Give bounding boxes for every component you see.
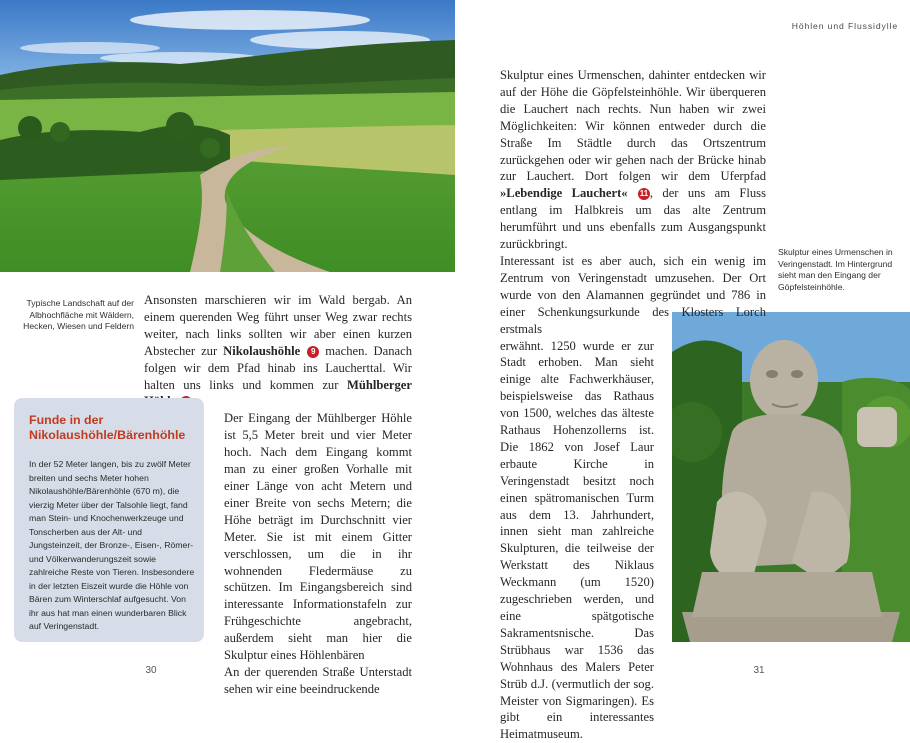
place-name: Nikolaushöhle xyxy=(223,344,300,358)
info-box-title: Funde in der Nikolaushöhle/Bärenhöhle xyxy=(29,413,197,443)
info-box-text: In der 52 Meter langen, bis zu zwölf Meter breiten und sechs Meter hohen Nikolaushöhle/Bärenhöhle (670 m), die vierzig Meter über der Talsohle liegt, fand man Stein- und Knochenwerkzeuge und Tonscherben aus der Alt- und Jungsteinzeit, der Bronze-, Eisen-, Römer- und Völkerwanderungszeit sowie zahlreiche Reste von Tieren. Insbesondere in der letzten Eiszeit wurde die Höhle von Bären zum Winterschlaf aufgesucht. Von ihr aus hat man einen wunderbaren Blick auf Veringenstadt. xyxy=(29,458,197,634)
right-body-column xyxy=(500,67,766,743)
page-number-left: 30 xyxy=(136,665,166,676)
waypoint-marker: 9 xyxy=(307,346,319,358)
paragraph: Ansonsten marschieren wir im Wald bergab. An einem querenden Weg führt unser Weg zwar rechts weiter, nach links sollten wir aber einen kurzen Abstecher zur Nikolaushöhle 9 machen. Danach folgen wir dem Pfad hinab ins Laucherttal. Wir halten uns links und kommen zur Mühlberger xyxy=(144,292,412,410)
place-name: Mühlberger xyxy=(144,378,412,409)
landscape-photo xyxy=(0,0,455,272)
paragraph: Interessant ist es aber auch, sich ein wenig im Zentrum von Veringenstadt umzusehen. Der Ort wurde von den Alamannen gegründet und 786 in einer Schenkungsurkunde des Klosters Lorch erstmals xyxy=(500,253,766,338)
route-name: »Lebendige Lauchert« xyxy=(500,186,628,200)
paragraph: erwähnt. 1250 wurde er zur Stadt erhoben. Man sieht einige alte Fachwerkhäuser, beispielsweise das Rathaus von 1500, welches das älteste Rathaus Hohenzollerns ist. Die 1862 von Josef Laur erbaute Kirche in Veringenstadt besitzt noch einen spätromanischen Turm aus dem 13. Jahrhundert, innen sieht man zahlreiche Skulpturen, die teilweise der Werkstatt des Niklaus Weckmann (um 1520) zugeschrieben werden, und eine spätgotische Sakramentsnische. Das Strübhaus war 1536 das Wohnhaus des Malers Peter Strüb d.J. (vermutlich der sog. Meister von Sigmaringen). Es gibt ein interessantes Heimatmuseum. xyxy=(500,338,654,743)
waypoint-marker: 11 xyxy=(638,188,650,200)
paragraph: Skulptur eines Urmenschen, dahinter entdecken wir auf der Höhe die Göpfelsteinhöhle. Wir überqueren die Lauchert nach rechts. Nun haben wir zwei Möglichkeiten: Wir können entweder durch die Straße Im Städtle durch das Ortszentrum zurückgehen oder wir gehen nach der Brücke hinab zur Lauchert. Dort folgen wir dem Uferpfad »Lebendige Lauchert« 11 , der uns am Fluss entlang im Halbkreis um das alte Zentrum herumführt und uns ebenfalls zum Ausgangspunkt zurückbringt. xyxy=(500,67,766,253)
paragraph: Der Eingang der Mühlberger Höhle ist 5,5 Meter breit und vier Meter hoch. Nach dem Eingang kommt man zu einer großen Vorhalle mit einer Länge von acht Metern und einer Breite von sechs Metern; die Höhe beträgt im Durchschnitt vier Meter. Sie ist mit einem Gitter verschlossen, um die in ihr wohnenden Fledermäuse zu schützen. Im Eingangsbereich sind interessante Informationstafeln zur Frühgeschichte angebracht, außerdem sieht man hier die Skulptur eines Höhlenbären xyxy=(144,410,412,664)
running-head: Höhlen und Flussidylle xyxy=(770,21,898,31)
photo-caption-landscape: Typische Landschaft auf der Albhochfläche mit Wäldern, Hecken, Wiesen und Feldern xyxy=(14,298,134,333)
photo-caption-statue: Skulptur eines Urmenschen in Veringenstadt. Im Hintergrund sieht man den Eingang der Göpfelsteinhöhle. xyxy=(778,247,906,293)
info-box xyxy=(14,398,204,642)
page-number-right: 31 xyxy=(744,665,774,676)
paragraph: An der querenden Straße Unterstadt sehen wir eine beeindruckende xyxy=(144,664,412,698)
